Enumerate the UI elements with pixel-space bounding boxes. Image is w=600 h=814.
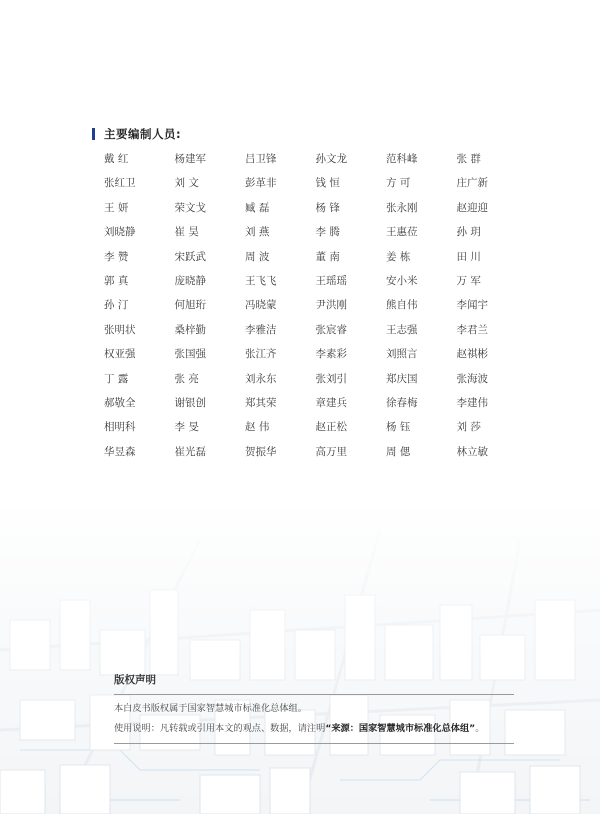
contributor-name: 孙 汀 — [104, 299, 129, 312]
city-background-illustration — [0, 500, 600, 814]
contributor-name: 李雅洁 — [245, 323, 277, 336]
contributor-name: 张 亮 — [174, 372, 199, 385]
contributor-name: 李建伟 — [456, 396, 488, 409]
contributor-name: 张 群 — [456, 153, 481, 165]
contributor-name: 林立敏 — [456, 445, 488, 458]
contributor-name: 钱 恒 — [315, 177, 340, 190]
contributor-name: 刘晓静 — [104, 226, 136, 239]
contributor-name: 华昱森 — [104, 445, 136, 458]
contributor-name: 崔光磊 — [174, 445, 206, 458]
heading-accent-bar — [92, 128, 95, 140]
divider — [114, 743, 514, 744]
contributor-name: 庄广新 — [456, 177, 488, 190]
contributor-name: 庞晓静 — [174, 274, 206, 287]
contributor-name: 冯晓蒙 — [245, 299, 277, 312]
contributor-name: 宋跃武 — [174, 250, 206, 263]
contributor-name: 张红卫 — [104, 177, 136, 190]
section-heading — [92, 127, 181, 141]
contributor-name: 方 可 — [386, 177, 411, 190]
contributor-name: 范科峰 — [386, 153, 418, 165]
contributor-name: 郝敬全 — [104, 396, 136, 409]
contributor-name: 刘 莎 — [456, 421, 481, 434]
contributors-grid — [104, 152, 504, 469]
contributor-name: 尹洪刚 — [315, 299, 347, 312]
contributor-name: 张明状 — [104, 323, 136, 336]
contributor-name: 何旭珩 — [174, 299, 206, 312]
contributor-name: 张海波 — [456, 372, 488, 385]
contributor-name: 李 赞 — [104, 250, 129, 263]
contributor-name: 高万里 — [315, 445, 347, 458]
contributor-name: 王志强 — [386, 323, 418, 336]
contributor-name: 荣文戈 — [174, 201, 206, 214]
usage-note-end: 。 — [475, 723, 485, 734]
contributor-name: 孙文龙 — [315, 153, 347, 165]
contributor-name: 李 旻 — [174, 421, 199, 434]
contributor-name: 章建兵 — [315, 396, 347, 409]
contributor-name: 吕卫锋 — [245, 153, 277, 165]
copyright-statement: 本白皮书版权属于国家智慧城市标准化总体组。 — [114, 703, 307, 714]
contributor-name: 赵正松 — [315, 421, 347, 434]
contributor-name: 张永刚 — [386, 201, 418, 214]
contributor-name: 郭 真 — [104, 274, 129, 287]
contributor-name: 杨建军 — [174, 153, 206, 165]
contributor-name: 赵 伟 — [245, 421, 270, 434]
contributor-name: 权亚强 — [104, 348, 136, 361]
contributor-name: 张国强 — [174, 348, 206, 361]
contributor-name: 孙 玥 — [456, 226, 481, 239]
section-title: 主要编制人员: — [104, 127, 182, 141]
contributor-name: 张江齐 — [245, 348, 277, 361]
contributor-name: 周 偲 — [386, 445, 411, 458]
contributor-name: 王瑶瑶 — [315, 274, 347, 287]
contributor-name: 董 南 — [315, 250, 340, 263]
contributor-name: 万 军 — [456, 274, 481, 287]
contributor-name: 张刘引 — [315, 372, 347, 385]
source-attribution: “来源：国家智慧城市标准化总体组” — [325, 723, 476, 734]
contributor-name: 李君兰 — [456, 323, 488, 336]
contributor-name: 桑梓勤 — [174, 323, 206, 336]
contributor-name: 丁 露 — [104, 372, 129, 385]
contributor-name: 刘 文 — [174, 177, 199, 190]
contributor-name: 李 腾 — [315, 226, 340, 239]
contributor-name: 崔 昊 — [174, 226, 199, 239]
copyright-section — [114, 673, 514, 744]
contributor-name: 周 波 — [245, 250, 270, 263]
copyright-title: 版权声明 — [114, 674, 156, 686]
contributor-name: 郑其荣 — [245, 396, 277, 409]
contributor-name: 李素彩 — [315, 348, 347, 361]
contributor-name: 徐春梅 — [386, 396, 418, 409]
contributor-name: 相明科 — [104, 421, 136, 434]
contributor-name: 戴 红 — [104, 153, 129, 165]
contributor-name: 安小米 — [386, 274, 418, 287]
contributor-name: 杨 钰 — [386, 421, 411, 434]
contributor-name: 赵迎迎 — [456, 201, 488, 214]
contributor-name: 郑庆国 — [386, 372, 418, 385]
usage-note — [114, 722, 514, 735]
contributor-name: 刘 燕 — [245, 226, 270, 239]
usage-note-text: 使用说明：凡转载或引用本文的观点、数据，请注明 — [114, 723, 326, 734]
contributor-name: 赵祺彬 — [456, 348, 488, 361]
contributor-name: 臧 磊 — [245, 201, 270, 214]
contributor-name: 李闻宇 — [456, 299, 488, 312]
contributor-name: 张宸睿 — [315, 323, 347, 336]
contributor-name: 彭革非 — [245, 177, 277, 190]
contributor-name: 田 川 — [456, 250, 481, 263]
contributor-name: 王飞飞 — [245, 274, 277, 287]
contributor-name: 刘永东 — [245, 372, 277, 385]
contributor-name: 杨 锋 — [315, 201, 340, 214]
divider — [114, 694, 514, 695]
contributor-name: 姜 栋 — [386, 250, 411, 263]
contributor-name: 谢银创 — [174, 396, 206, 409]
contributor-name: 熊自伟 — [386, 299, 418, 312]
contributor-name: 王惠莅 — [386, 226, 418, 239]
contributor-name: 贺振华 — [245, 445, 277, 458]
contributor-name: 刘照言 — [386, 348, 418, 361]
contributor-name: 王 妍 — [104, 201, 129, 214]
